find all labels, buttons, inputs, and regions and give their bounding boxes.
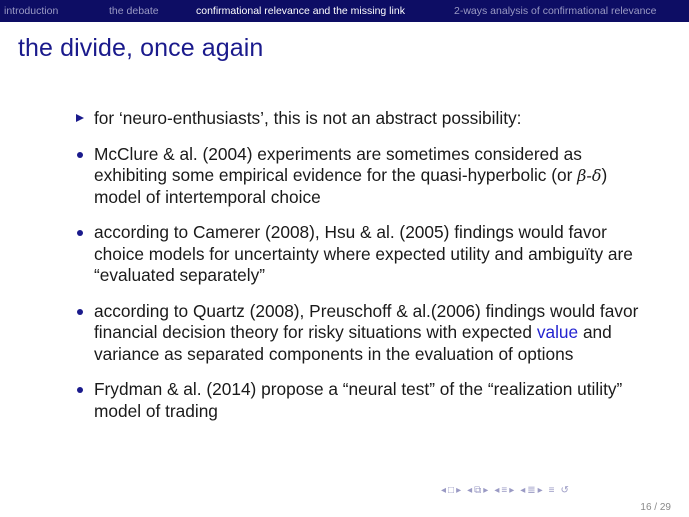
highlighted-word: value [536, 322, 579, 342]
list-item-text: and variance as separated components in the evaluation of options [94, 322, 612, 364]
arrow-right-icon[interactable]: ▸ [456, 485, 462, 496]
beamer-navigation-controls [441, 485, 569, 496]
arrow-right-icon[interactable]: ▸ [483, 485, 489, 496]
slide-content [76, 108, 646, 436]
frame-icon[interactable]: □ [448, 485, 455, 496]
page-number: 16 / 29 [640, 502, 671, 513]
list-item [76, 301, 646, 366]
section-icon[interactable]: ≡ [501, 485, 508, 496]
section-nav[interactable] [494, 485, 514, 496]
list-item-text: according to Quartz (2008), Preuschoff & al.(2006) findings would favor financial decision theory for risky situations with expected [94, 300, 639, 342]
document-nav[interactable] [520, 485, 542, 496]
list-item [76, 108, 646, 130]
math-symbol: β-δ [577, 166, 602, 185]
list-item-text: for ‘neuro-enthusiasts’, this is not an abstract possibility: [94, 108, 522, 128]
list-item-text: Frydman & al. (2014) propose a “neural test” of the “realization utility” model of trading [94, 379, 623, 421]
arrow-left-icon[interactable]: ◂ [441, 485, 447, 496]
list-item-text: ) model of intertemporal choice [94, 165, 608, 207]
arrow-left-icon[interactable]: ◂ [494, 485, 500, 496]
frame-nav[interactable] [441, 485, 461, 496]
dot-bullet-icon [77, 230, 83, 236]
section-navbar [0, 0, 689, 22]
arrow-left-icon[interactable]: ◂ [520, 485, 526, 496]
subsection-icon[interactable]: ⧉ [474, 485, 482, 496]
document-icon[interactable]: ≣ [527, 485, 536, 496]
list-item [76, 379, 646, 422]
arrow-right-icon[interactable]: ▸ [537, 485, 543, 496]
nav-item-the-debate[interactable]: the debate [109, 5, 159, 17]
list-item-text: McClure & al. (2004) experiments are sometimes considered as exhibiting some empirical evidence for the quasi-hyperbolic (or [94, 143, 582, 185]
list-item [76, 144, 646, 209]
list-item-text: according to Camerer (2008), Hsu & al. (2005) findings would favor choice models for uncertainty where expected utility and ambiguïty are “evaluated separately” [94, 222, 633, 285]
dot-bullet-icon [77, 387, 83, 393]
arrow-left-icon[interactable]: ◂ [467, 485, 473, 496]
arrow-right-icon[interactable]: ▸ [509, 485, 515, 496]
dot-bullet-icon [77, 309, 83, 315]
search-loop-icon[interactable]: ↺ [560, 485, 569, 496]
nav-item-confirmational-relevance[interactable]: confirmational relevance and the missing link [196, 5, 405, 17]
triangle-bullet-icon [76, 114, 84, 122]
nav-item-2-ways-analysis[interactable]: 2-ways analysis of confirmational relevance [454, 5, 657, 17]
subsection-nav[interactable] [467, 485, 488, 496]
align-icon[interactable]: ≡ [548, 485, 555, 496]
slide-title: the divide, once again [18, 34, 264, 62]
dot-bullet-icon [77, 152, 83, 158]
nav-item-introduction[interactable]: introduction [4, 5, 59, 17]
list-item [76, 222, 646, 287]
